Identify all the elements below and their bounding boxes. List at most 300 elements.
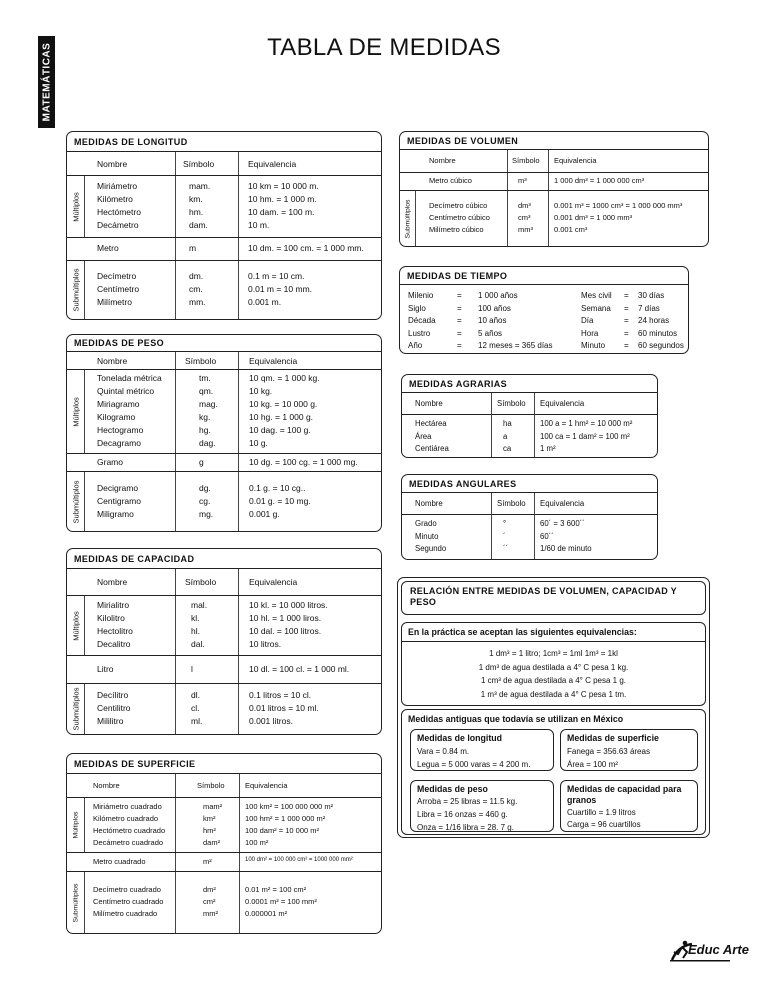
peso-multiplos-row-simbolo: dag. bbox=[199, 438, 216, 448]
longitud-col-equivalencia: Equivalencia bbox=[248, 158, 297, 169]
peso-base-row-simbolo: g bbox=[199, 456, 204, 467]
capacidad-submultiplos-divider-1 bbox=[175, 684, 176, 734]
superficie-multiplos-row-nombre: Kilómetro cuadrado bbox=[93, 813, 159, 823]
peso-submultiplos-row-equivalencia: 0.001 g. bbox=[249, 508, 280, 519]
superficie-multiplos-row-simbolo: hm² bbox=[203, 825, 216, 835]
practica-lines-line: 1 dm³ = 1 litro; 1cm³ = 1ml 1m³ = 1kl bbox=[489, 649, 618, 658]
superficie-table bbox=[66, 753, 382, 934]
peso-multiplos-row-equivalencia: 10 hg. = 1 000 g. bbox=[249, 412, 314, 422]
antigua-peso-lines bbox=[417, 795, 547, 834]
relacion-title: RELACIÓN ENTRE MEDIDAS DE VOLUMEN, CAPACIDAD Y PESO bbox=[410, 586, 677, 607]
capacidad-submultiplos-row-equivalencia: 0.1 litros = 10 cl. bbox=[249, 690, 312, 700]
superficie-multiplos-row-equivalencia: 100 dam² = 10 000 m² bbox=[245, 825, 320, 835]
superficie-multiplos-row-nombre: Hectómetro cuadrado bbox=[93, 825, 166, 835]
tiempo-right-unit: Minuto bbox=[581, 341, 606, 350]
tiempo-left-unit: Década bbox=[408, 316, 436, 325]
volumen-col-equivalencia: Equivalencia bbox=[554, 156, 597, 165]
longitud-submultiplos-row-simbolo: mm. bbox=[189, 297, 206, 307]
volumen-column-header bbox=[400, 150, 708, 172]
volumen-base-divider-2 bbox=[548, 173, 549, 190]
angulares-row-equivalencia: 1/60 de minuto bbox=[540, 544, 592, 553]
capacidad-submultiplos-row-equivalencia: 0.001 litros. bbox=[249, 716, 293, 726]
antigua-superficie-title: Medidas de superficie bbox=[567, 733, 659, 743]
tiempo-right-unit: Mes civil bbox=[581, 291, 612, 300]
educarte-logo bbox=[668, 938, 749, 964]
peso-base-row-equivalencia: 10 dg. = 100 cg. = 1 000 mg. bbox=[249, 456, 358, 467]
tiempo-right-eq: = bbox=[624, 328, 629, 338]
peso-multiplos-row-nombre: Quintal métrico bbox=[97, 386, 155, 396]
volumen-submultiplos-divider-2 bbox=[548, 191, 549, 246]
volumen-submultiplos-row-equivalencia: 0.001 dm³ = 1 000 mm³ bbox=[554, 213, 633, 222]
peso-submultiplos-divider-2 bbox=[238, 472, 239, 531]
angulares-col-equivalencia: Equivalencia bbox=[540, 499, 585, 508]
longitud-multiplos-group bbox=[67, 175, 381, 237]
tiempo-left-value: 12 meses = 365 días bbox=[478, 341, 553, 350]
capacidad-multiplos-row-nombre: Hectolitro bbox=[97, 626, 133, 636]
longitud-header: MEDIDAS DE LONGITUD bbox=[67, 132, 381, 152]
relacion-panel bbox=[397, 577, 710, 838]
longitud-multiplos-row-equivalencia: 10 km = 10 000 m. bbox=[248, 181, 319, 191]
practica-lines bbox=[402, 647, 705, 701]
page-title: TABLA DE MEDIDAS bbox=[267, 34, 501, 61]
antiguas-title: Medidas antiguas que todavía se utilizan en México bbox=[408, 714, 624, 724]
tiempo-header: MEDIDAS DE TIEMPO bbox=[400, 267, 688, 285]
capacidad-submultiplos-row-nombre: Mililitro bbox=[97, 716, 124, 726]
tiempo-left-eq: = bbox=[457, 328, 462, 338]
superficie-submultiplos-divider-2 bbox=[239, 872, 240, 933]
agrarias-col-equivalencia: Equivalencia bbox=[540, 399, 585, 408]
capacidad-multiplos-row-simbolo: hl. bbox=[191, 626, 200, 636]
longitud-multiplos-divider-2 bbox=[238, 176, 239, 237]
antigua-longitud-box bbox=[410, 729, 554, 771]
superficie-base-row-simbolo: m² bbox=[203, 856, 212, 866]
peso-submultiplos-label: Submúltiplos bbox=[71, 480, 80, 523]
peso-submultiplos-row-nombre: Decigramo bbox=[97, 482, 139, 493]
volumen-header: MEDIDAS DE VOLUMEN bbox=[400, 132, 708, 150]
superficie-submultiplos-row-nombre: Centímetro cuadrado bbox=[93, 897, 164, 906]
agrarias-divider-2 bbox=[534, 393, 535, 457]
peso-multiplos-group bbox=[67, 369, 381, 453]
volumen-submultiplos-row-nombre: Decímetro cúbico bbox=[429, 201, 488, 210]
superficie-multiplos-divider-1 bbox=[175, 798, 176, 852]
tiempo-left-unit: Año bbox=[408, 341, 423, 350]
longitud-col-divider-2 bbox=[238, 152, 239, 175]
agrarias-col-simbolo: Símbolo bbox=[497, 399, 526, 408]
practica-title: En la práctica se aceptan las siguientes equivalencias: bbox=[402, 623, 705, 642]
ant-peso-line: Arroba = 25 libras = 11.5 kg. bbox=[417, 797, 518, 806]
longitud-submultiplos-divider-2 bbox=[238, 261, 239, 319]
subject-label: MATEMÁTICAS bbox=[41, 42, 52, 122]
peso-col-simbolo: Símbolo bbox=[185, 355, 217, 366]
peso-submultiplos-divider-1 bbox=[175, 472, 176, 531]
capacidad-submultiplos-row-simbolo: ml. bbox=[191, 716, 203, 726]
superficie-submultiplos-group bbox=[67, 871, 381, 933]
capacidad-submultiplos-label: Submúltiplos bbox=[71, 687, 80, 731]
ant-sup-line: Área = 100 m² bbox=[567, 760, 618, 769]
angulares-row-simbolo: ´´ bbox=[503, 544, 509, 553]
practica-lines-line: 1 dm³ de agua destilada a 4° C pesa 1 kg. bbox=[478, 662, 629, 672]
peso-multiplos-row-nombre: Miriagramo bbox=[97, 399, 140, 409]
volumen-submultiplos-row-simbolo: mm³ bbox=[518, 225, 533, 234]
capacidad-col-equivalencia: Equivalencia bbox=[249, 577, 298, 587]
capacidad-multiplos-divider-1 bbox=[175, 596, 176, 655]
volumen-submultiplos-row-nombre: Centímetro cúbico bbox=[429, 213, 490, 222]
longitud-base-divider-2 bbox=[238, 238, 239, 260]
superficie-submultiplos-divider-1 bbox=[175, 872, 176, 933]
volumen-submultiplos-row-equivalencia: 0.001 cm³ bbox=[554, 225, 588, 234]
angulares-row-equivalencia: 60´´ bbox=[540, 531, 554, 541]
superficie-submultiplos-label: Submúltiplos bbox=[72, 883, 79, 922]
peso-base-group bbox=[67, 453, 381, 471]
antigua-peso-box bbox=[410, 780, 554, 832]
capacidad-col-simbolo: Símbolo bbox=[185, 577, 217, 587]
capacidad-submultiplos-row-simbolo: cl. bbox=[191, 703, 200, 713]
capacidad-multiplos-row-nombre: Mirialitro bbox=[97, 600, 130, 610]
peso-multiplos-divider-2 bbox=[238, 370, 239, 453]
capacidad-base-row-nombre: Litro bbox=[97, 663, 114, 674]
volumen-col-nombre: Nombre bbox=[429, 156, 456, 165]
capacidad-submultiplos-label-cell bbox=[67, 684, 85, 734]
agrarias-col-nombre: Nombre bbox=[415, 399, 443, 408]
angulares-row-nombre: Segundo bbox=[415, 544, 447, 553]
ant-cap-line: Cuartillo = 1.9 litros bbox=[567, 808, 636, 817]
agrarias-row-equivalencia: 100 a = 1 hm² = 10 000 m² bbox=[540, 419, 633, 428]
superficie-multiplos-row-simbolo: dam² bbox=[203, 837, 221, 847]
antigua-peso-title: Medidas de peso bbox=[417, 784, 488, 794]
longitud-col-simbolo: Símbolo bbox=[183, 158, 215, 169]
ant-long-line: Vara = 0.84 m. bbox=[417, 747, 470, 756]
peso-multiplos-row-nombre: Decagramo bbox=[97, 438, 141, 448]
tiempo-left-eq: = bbox=[457, 291, 462, 300]
capacidad-base-divider-2 bbox=[238, 656, 239, 683]
angulares-row-simbolo: ´ bbox=[503, 531, 506, 541]
longitud-submultiplos-row-simbolo: dm. bbox=[189, 271, 204, 281]
superficie-submultiplos-row-nombre: Milímetro cuadrado bbox=[93, 909, 158, 918]
peso-submultiplos-label-cell bbox=[67, 472, 85, 531]
longitud-multiplos-row-simbolo: mam. bbox=[189, 181, 211, 191]
antigua-capacidad-box bbox=[560, 780, 698, 832]
capacidad-base-divider-1 bbox=[175, 656, 176, 683]
antigua-capacidad-lines bbox=[567, 807, 691, 831]
agrarias-row-nombre: Área bbox=[415, 431, 432, 441]
peso-multiplos-row-simbolo: kg. bbox=[199, 412, 211, 422]
peso-multiplos-row-equivalencia: 10 kg. bbox=[249, 386, 273, 396]
angulares-table bbox=[401, 474, 658, 560]
capacidad-submultiplos-divider-2 bbox=[238, 684, 239, 734]
tiempo-left-unit: Milenio bbox=[408, 291, 434, 300]
capacidad-multiplos-row-simbolo: dal. bbox=[191, 639, 205, 649]
angulares-header: MEDIDAS ANGULARES bbox=[402, 475, 657, 493]
volumen-submultiplos-label-cell bbox=[400, 191, 416, 246]
longitud-multiplos-row-equivalencia: 10 dam. = 100 m. bbox=[248, 207, 315, 217]
volumen-submultiplos-group bbox=[400, 190, 708, 246]
tiempo-right-value: 24 horas bbox=[638, 316, 670, 325]
angulares-divider-2 bbox=[534, 493, 535, 559]
capacidad-multiplos-label-cell bbox=[67, 596, 85, 655]
superficie-base-row-equivalencia: 100 dm² = 100 000 cm² = 1000 000 mm² bbox=[245, 856, 353, 863]
tiempo-right-unit: Hora bbox=[581, 328, 599, 338]
longitud-base-group bbox=[67, 237, 381, 260]
longitud-multiplos-row-simbolo: km. bbox=[189, 194, 203, 204]
volumen-base-group bbox=[400, 172, 708, 190]
longitud-submultiplos-row-nombre: Centímetro bbox=[97, 284, 140, 294]
peso-header: MEDIDAS DE PESO bbox=[67, 335, 381, 352]
superficie-col-equivalencia: Equivalencia bbox=[245, 780, 288, 790]
peso-multiplos-row-equivalencia: 10 kg. = 10 000 g. bbox=[249, 399, 318, 409]
longitud-multiplos-row-simbolo: hm. bbox=[189, 207, 204, 217]
superficie-multiplos-label: Múltiplos bbox=[72, 811, 79, 839]
peso-multiplos-row-simbolo: mag. bbox=[199, 399, 218, 409]
superficie-col-nombre: Nombre bbox=[93, 780, 120, 790]
agrarias-column-header bbox=[402, 393, 657, 415]
capacidad-submultiplos-row-nombre: Decílitro bbox=[97, 690, 129, 700]
superficie-multiplos-group bbox=[67, 797, 381, 852]
peso-submultiplos-group bbox=[67, 471, 381, 531]
peso-submultiplos-row-nombre: Centigramo bbox=[97, 495, 141, 506]
capacidad-col-nombre: Nombre bbox=[97, 577, 128, 587]
longitud-submultiplos-group bbox=[67, 260, 381, 319]
longitud-multiplos-row-nombre: Kilómetro bbox=[97, 194, 133, 204]
volumen-submultiplos-divider-1 bbox=[507, 191, 508, 246]
capacidad-table bbox=[66, 548, 382, 735]
longitud-submultiplos-label: Submúltiplos bbox=[71, 268, 80, 312]
tiempo-right-eq: = bbox=[624, 316, 629, 325]
volumen-col-divider-2 bbox=[548, 150, 549, 172]
tiempo-left-value: 100 años bbox=[478, 303, 511, 313]
practica-lines-line: 1 m³ de agua destilada a 4° C pesa 1 tm. bbox=[480, 689, 627, 699]
superficie-multiplos-row-simbolo: mam² bbox=[203, 801, 223, 811]
longitud-multiplos-label: Múltiplos bbox=[71, 191, 80, 222]
agrarias-row-nombre: Hectárea bbox=[415, 419, 447, 428]
tiempo-left-eq: = bbox=[457, 341, 462, 350]
agrarias-divider-1 bbox=[491, 393, 492, 457]
longitud-submultiplos-row-equivalencia: 0.01 m = 10 mm. bbox=[248, 284, 313, 294]
agrarias-row-equivalencia: 100 ca = 1 dam² = 100 m² bbox=[540, 431, 630, 441]
longitud-column-header bbox=[67, 152, 381, 175]
capacidad-col-divider-2 bbox=[238, 569, 239, 595]
superficie-multiplos-label-cell bbox=[67, 798, 85, 852]
volumen-table bbox=[399, 131, 709, 247]
superficie-multiplos-row-simbolo: km² bbox=[203, 813, 216, 823]
superficie-base-row-nombre: Metro cuadrado bbox=[93, 856, 146, 866]
peso-col-divider-1 bbox=[175, 352, 176, 369]
tiempo-right-value: 7 días bbox=[638, 303, 660, 313]
longitud-multiplos-row-nombre: Miriámetro bbox=[97, 181, 138, 191]
tiempo-right-value: 60 minutos bbox=[638, 328, 678, 338]
volumen-submultiplos-row-nombre: Milímetro cúbico bbox=[429, 225, 484, 234]
superficie-submultiplos-row-simbolo: dm² bbox=[203, 885, 216, 894]
peso-column-header bbox=[67, 352, 381, 369]
longitud-multiplos-label-cell bbox=[67, 176, 85, 237]
peso-submultiplos-row-equivalencia: 0.1 g. = 10 cg.. bbox=[249, 482, 306, 493]
tiempo-right-eq: = bbox=[624, 341, 629, 350]
volumen-col-divider-1 bbox=[507, 150, 508, 172]
superficie-submultiplos-label-cell bbox=[67, 872, 85, 933]
volumen-submultiplos-label: Submúltiplos bbox=[404, 199, 411, 238]
peso-col-divider-2 bbox=[238, 352, 239, 369]
longitud-submultiplos-row-nombre: Decímetro bbox=[97, 271, 137, 281]
longitud-multiplos-row-simbolo: dam. bbox=[189, 220, 208, 230]
tiempo-right-eq: = bbox=[624, 291, 629, 300]
longitud-base-divider-1 bbox=[175, 238, 176, 260]
volumen-base-row-simbolo: m³ bbox=[518, 176, 527, 185]
peso-submultiplos-row-simbolo: mg. bbox=[199, 508, 214, 519]
superficie-submultiplos-row-nombre: Decímetro cuadrado bbox=[93, 885, 161, 894]
longitud-submultiplos-divider-1 bbox=[175, 261, 176, 319]
peso-multiplos-label: Múltiplos bbox=[71, 396, 80, 427]
tiempo-right-unit: Día bbox=[581, 316, 594, 325]
superficie-column-header bbox=[67, 774, 381, 797]
superficie-submultiplos-row-equivalencia: 0.0001 m² = 100 mm² bbox=[245, 897, 317, 906]
tiempo-left-value: 10 años bbox=[478, 316, 507, 325]
longitud-base-row-simbolo: m bbox=[189, 243, 197, 253]
practica-lines-line: 1 cm³ de agua destilada a 4° C pesa 1 g. bbox=[480, 676, 627, 685]
superficie-submultiplos-row-simbolo: mm² bbox=[203, 909, 218, 918]
antigua-superficie-lines bbox=[567, 745, 691, 771]
tiempo-right-unit: Semana bbox=[581, 303, 611, 313]
peso-multiplos-row-nombre: Hectogramo bbox=[97, 425, 144, 435]
agrarias-row-simbolo: a bbox=[503, 431, 508, 441]
longitud-table bbox=[66, 131, 382, 320]
longitud-multiplos-divider-1 bbox=[175, 176, 176, 237]
peso-submultiplos-row-simbolo: cg. bbox=[199, 495, 211, 506]
superficie-header: MEDIDAS DE SUPERFICIE bbox=[67, 754, 381, 774]
longitud-submultiplos-row-simbolo: cm. bbox=[189, 284, 203, 294]
peso-multiplos-row-equivalencia: 10 qm. = 1 000 kg. bbox=[249, 373, 320, 383]
ant-peso-line: Onza = 1/16 libra = 28. 7 g. bbox=[417, 823, 514, 832]
capacidad-col-divider-1 bbox=[175, 569, 176, 595]
volumen-submultiplos-row-simbolo: dm³ bbox=[518, 201, 531, 210]
longitud-submultiplos-row-equivalencia: 0.001 m. bbox=[248, 297, 282, 307]
peso-multiplos-label-cell bbox=[67, 370, 85, 453]
capacidad-submultiplos-row-nombre: Centilitro bbox=[97, 703, 131, 713]
agrarias-row-simbolo: ha bbox=[503, 419, 512, 428]
superficie-col-divider-1 bbox=[175, 774, 176, 797]
antigua-longitud-lines bbox=[417, 745, 547, 771]
peso-multiplos-row-equivalencia: 10 dag. = 100 g. bbox=[249, 425, 311, 435]
capacidad-column-header bbox=[67, 569, 381, 595]
capacidad-base-group bbox=[67, 655, 381, 683]
superficie-col-divider-2 bbox=[239, 774, 240, 797]
angulares-row-equivalencia: 60´ = 3 600´´ bbox=[540, 519, 585, 528]
ant-long-line: Legua = 5 000 varas = 4 200 m. bbox=[417, 760, 531, 769]
capacidad-multiplos-group bbox=[67, 595, 381, 655]
tiempo-right-value: 30 días bbox=[638, 291, 665, 300]
peso-multiplos-row-simbolo: qm. bbox=[199, 386, 214, 396]
capacidad-multiplos-row-nombre: Kilolitro bbox=[97, 613, 125, 623]
tiempo-right-eq: = bbox=[624, 303, 629, 313]
longitud-multiplos-row-equivalencia: 10 m. bbox=[248, 220, 270, 230]
agrarias-header: MEDIDAS AGRARIAS bbox=[402, 375, 657, 393]
capacidad-submultiplos-group bbox=[67, 683, 381, 734]
peso-multiplos-row-equivalencia: 10 g. bbox=[249, 438, 268, 448]
capacidad-base-row-simbolo: l bbox=[191, 663, 193, 674]
longitud-submultiplos-row-nombre: Milímetro bbox=[97, 297, 132, 307]
capacidad-multiplos-row-equivalencia: 10 kl. = 10 000 litros. bbox=[249, 600, 328, 610]
antiguas-box bbox=[401, 709, 706, 835]
capacidad-multiplos-row-equivalencia: 10 litros. bbox=[249, 639, 282, 649]
volumen-submultiplos-row-simbolo: cm³ bbox=[518, 213, 531, 222]
tiempo-right-value: 60 segundos bbox=[638, 341, 684, 350]
superficie-multiplos-row-equivalencia: 100 km² = 100 000 000 m² bbox=[245, 801, 334, 811]
antigua-superficie-box bbox=[560, 729, 698, 771]
longitud-multiplos-row-nombre: Hectómetro bbox=[97, 207, 141, 217]
tiempo-left-value: 1 000 años bbox=[478, 291, 518, 300]
longitud-submultiplos-row-equivalencia: 0.1 m = 10 cm. bbox=[248, 271, 305, 281]
logo-text: Educ Arte bbox=[688, 942, 749, 957]
tiempo-left-unit: Lustro bbox=[408, 328, 431, 338]
peso-submultiplos-row-equivalencia: 0.01 g. = 10 mg. bbox=[249, 495, 311, 506]
agrarias-row-simbolo: ca bbox=[503, 444, 512, 453]
angulares-row-nombre: Grado bbox=[415, 519, 437, 528]
tiempo-table bbox=[399, 266, 689, 354]
angulares-column-header bbox=[402, 493, 657, 515]
angulares-col-simbolo: Símbolo bbox=[497, 499, 526, 508]
ant-sup-line: Fanega = 356.63 áreas bbox=[567, 747, 650, 756]
superficie-multiplos-divider-2 bbox=[239, 798, 240, 852]
capacidad-base-row-equivalencia: 10 dl. = 100 cl. = 1 000 ml. bbox=[249, 663, 350, 674]
peso-col-nombre: Nombre bbox=[97, 355, 128, 366]
agrarias-table bbox=[401, 374, 658, 458]
antigua-capacidad-title: Medidas de capacidad para granos bbox=[567, 784, 682, 805]
peso-multiplos-divider-1 bbox=[175, 370, 176, 453]
ant-cap-line: Carga = 96 cuartillos bbox=[567, 820, 641, 829]
angulares-row-nombre: Minuto bbox=[415, 531, 439, 541]
angulares-row-simbolo: ° bbox=[503, 519, 507, 528]
peso-table bbox=[66, 334, 382, 532]
volumen-submultiplos-row-equivalencia: 0.001 m³ = 1000 cm³ = 1 000 000 mm³ bbox=[554, 201, 683, 210]
relacion-title-box bbox=[401, 581, 706, 615]
superficie-base-group bbox=[67, 852, 381, 871]
tiempo-left-unit: Siglo bbox=[408, 303, 426, 313]
capacidad-multiplos-row-simbolo: kl. bbox=[191, 613, 200, 623]
superficie-submultiplos-row-equivalencia: 0.01 m² = 100 cm² bbox=[245, 885, 307, 894]
superficie-multiplos-row-equivalencia: 100 hm² = 1 000 000 m² bbox=[245, 813, 326, 823]
peso-base-row-nombre: Gramo bbox=[97, 456, 123, 467]
superficie-multiplos-row-nombre: Decámetro cuadrado bbox=[93, 837, 164, 847]
antigua-longitud-title: Medidas de longitud bbox=[417, 733, 503, 743]
peso-base-divider-2 bbox=[238, 454, 239, 471]
capacidad-multiplos-label: Múltiplos bbox=[71, 610, 80, 641]
angulares-divider-1 bbox=[491, 493, 492, 559]
tiempo-left-eq: = bbox=[457, 303, 462, 313]
superficie-multiplos-row-equivalencia: 100 m² bbox=[245, 837, 269, 847]
peso-col-equivalencia: Equivalencia bbox=[249, 355, 298, 366]
longitud-col-nombre: Nombre bbox=[97, 158, 128, 169]
superficie-submultiplos-row-simbolo: cm² bbox=[203, 897, 216, 906]
capacidad-header: MEDIDAS DE CAPACIDAD bbox=[67, 549, 381, 569]
superficie-base-divider-2 bbox=[239, 853, 240, 871]
peso-multiplos-row-nombre: Tonelada métrica bbox=[97, 373, 162, 383]
tiempo-left-value: 5 años bbox=[478, 328, 503, 338]
capacidad-submultiplos-row-equivalencia: 0.01 litros = 10 ml. bbox=[249, 703, 319, 713]
peso-submultiplos-row-simbolo: dg. bbox=[199, 482, 211, 493]
peso-multiplos-row-simbolo: hg. bbox=[199, 425, 211, 435]
tiempo-body bbox=[400, 285, 688, 353]
longitud-multiplos-row-equivalencia: 10 hm. = 1 000 m. bbox=[248, 194, 317, 204]
ant-peso-line: Libra = 16 onzas = 460 g. bbox=[417, 810, 508, 819]
volumen-col-simbolo: Símbolo bbox=[512, 156, 540, 165]
volumen-base-row-nombre: Metro cúbico bbox=[429, 176, 472, 185]
volumen-base-divider-1 bbox=[507, 173, 508, 190]
longitud-col-divider-1 bbox=[175, 152, 176, 175]
superficie-base-divider-1 bbox=[175, 853, 176, 871]
peso-multiplos-row-nombre: Kilogramo bbox=[97, 412, 136, 422]
practica-box bbox=[401, 622, 706, 706]
superficie-multiplos-row-nombre: Miriámetro cuadrado bbox=[93, 801, 162, 811]
angulares-col-nombre: Nombre bbox=[415, 499, 443, 508]
agrarias-row-nombre: Centiárea bbox=[415, 444, 449, 453]
